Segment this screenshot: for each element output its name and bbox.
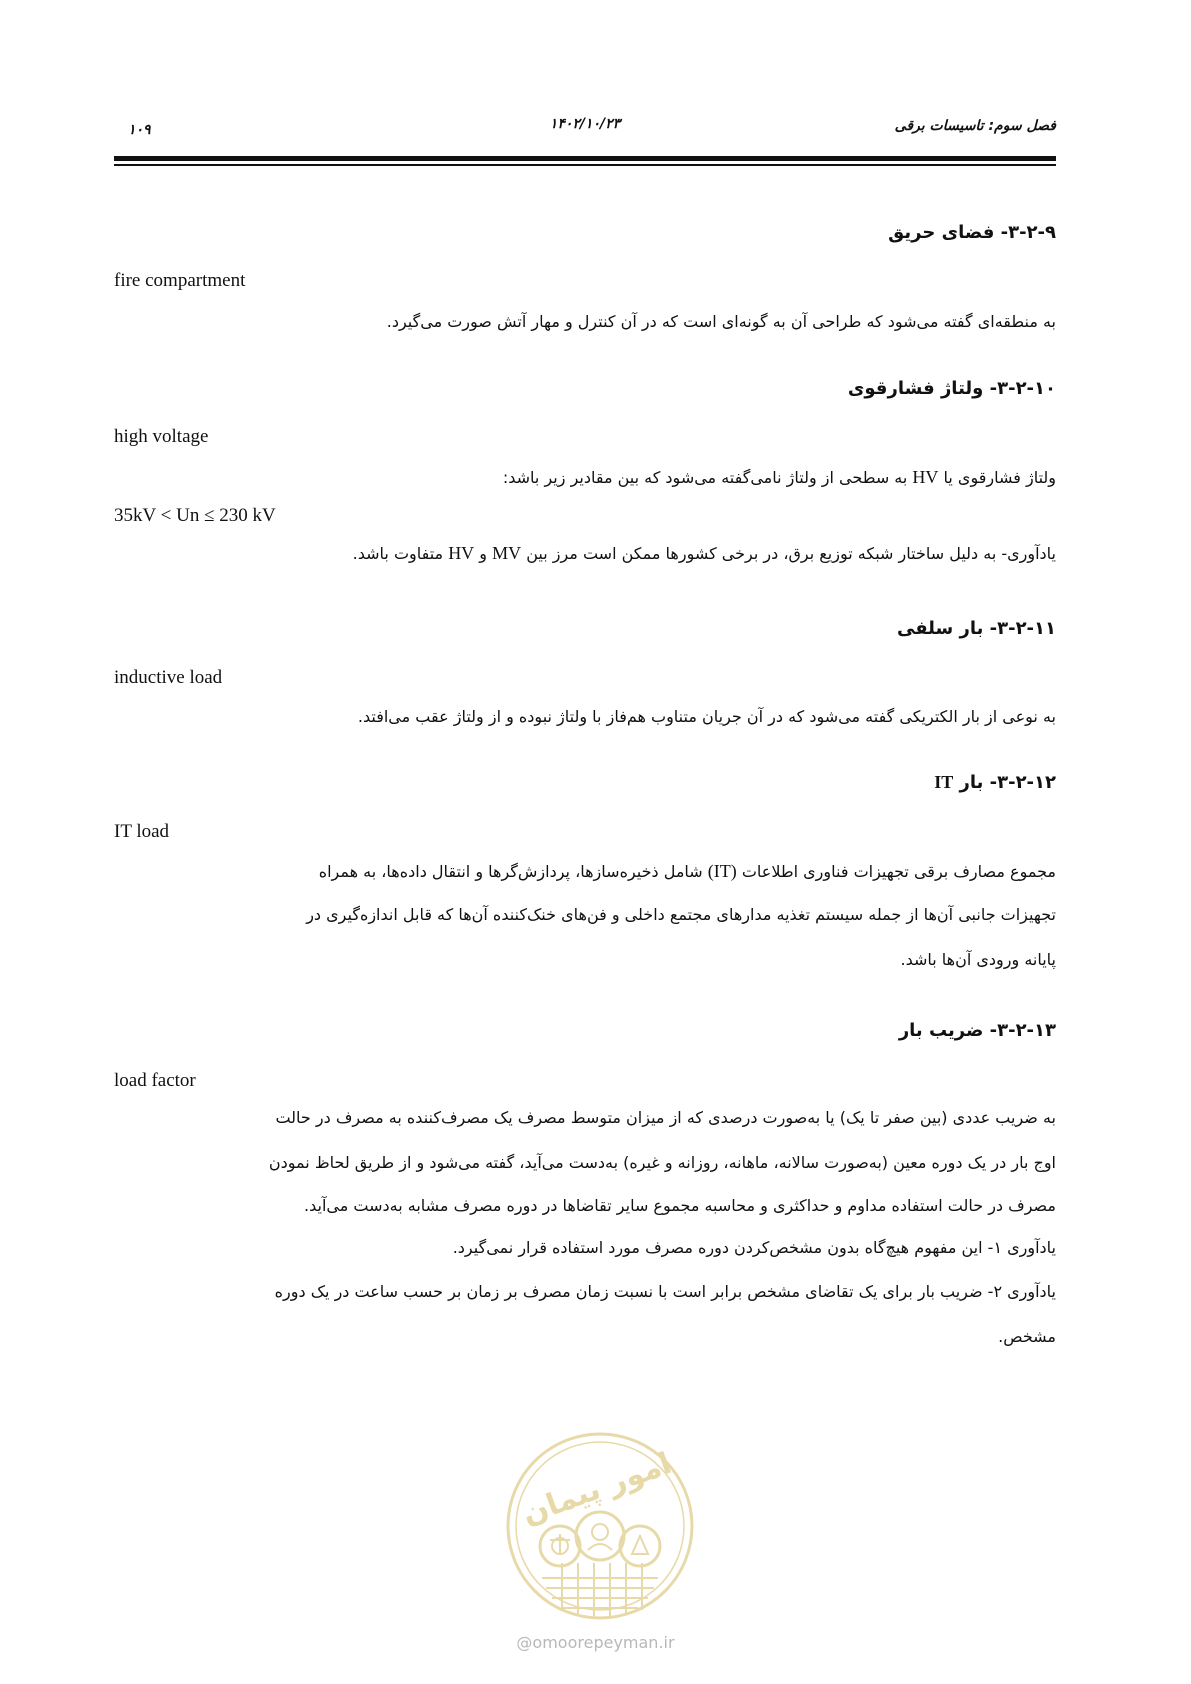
note-text: یادآوری- به دلیل ساختار شبکه توزیع برق، در برخی کشورها ممکن است مرز بین MV و HV متفاوت باشد. xyxy=(352,543,1056,563)
definition-text: تجهیزات جانبی آن‌ها از جمله سیستم تغذیه مدارهای مجتمع داخلی و فن‌های خنک‌کننده آن‌ها که قابل اندازه‌گیری در xyxy=(306,905,1056,924)
page-number: ۱۰۹ xyxy=(128,122,151,138)
section-heading: ۳-۲-۹- فضای حریق xyxy=(888,222,1056,243)
definition-text: مصرف در حالت استفاده مداوم و حداکثری و محاسبه مجموع سایر تقاضاها در دوره مصرف مشابه به‌دست می‌آید. xyxy=(304,1196,1056,1215)
watermark-url: @omoorepeyman.ir xyxy=(516,1633,675,1652)
english-term: IT load xyxy=(114,821,170,842)
definition-text: به نوعی از بار الکتریکی گفته می‌شود که در آن جریان متناوب هم‌فاز با ولتاژ نبوده و از ولتاژ عقب می‌افتد. xyxy=(357,707,1056,726)
chapter-title: فصل سوم: تاسیسات برقی xyxy=(894,118,1056,134)
header-rule-thick xyxy=(114,156,1056,161)
section-heading: ۳-۲-۱۳- ضریب بار xyxy=(898,1020,1056,1041)
note-text: یادآوری ۲- ضریب بار برای یک تقاضای مشخص برابر است با نسبت زمان مصرف بر زمان بر حسب ساعت در یک دوره xyxy=(274,1282,1056,1301)
english-term: fire compartment xyxy=(114,270,246,291)
page-header xyxy=(114,116,1056,146)
section-heading: ۳-۲-۱۲- بار IT xyxy=(934,772,1056,793)
note-text: یادآوری ۱- این مفهوم هیچ‌گاه بدون مشخص‌کردن دوره مصرف مورد استفاده قرار نمی‌گیرد. xyxy=(452,1238,1056,1257)
section-heading: ۳-۲-۱۱- بار سلفی xyxy=(897,618,1056,639)
definition-text: ولتاژ فشارقوی یا HV به سطحی از ولتاژ نامی‌گفته می‌شود که بین مقادیر زیر باشد: xyxy=(502,467,1056,487)
english-term: load factor xyxy=(114,1070,196,1091)
voltage-formula: 35kV < Un ≤ 230 kV xyxy=(114,505,276,526)
watermark-logo xyxy=(502,1428,698,1624)
note-text: مشخص. xyxy=(998,1327,1056,1346)
section-heading: ۳-۲-۱۰- ولتاژ فشارقوی xyxy=(847,378,1056,399)
english-term: high voltage xyxy=(114,426,209,447)
svg-text:امور پیمان: امور پیمان xyxy=(517,1445,676,1533)
definition-text: مجموع مصارف برقی تجهیزات فناوری اطلاعات (IT) شامل ذخیره‌سازها، پردازش‌گرها و انتقال داده‌ها، به همراه xyxy=(318,861,1056,881)
english-term: inductive load xyxy=(114,667,223,688)
header-date: ۱۴۰۲/۱۰/۲۳ xyxy=(549,116,621,132)
definition-text: اوج بار در یک دوره معین (به‌صورت سالانه، ماهانه، روزانه و غیره) به‌دست می‌آید، گفته می‌شود و از طریق لحاظ نمودن xyxy=(268,1153,1056,1172)
definition-text: پایانه ورودی آن‌ها باشد. xyxy=(900,950,1056,969)
header-rule-thin xyxy=(114,164,1056,166)
definition-text: به ضریب عددی (بین صفر تا یک) یا به‌صورت درصدی که از میزان متوسط مصرف یک مصرف‌کننده به مصرف در حالت xyxy=(275,1108,1056,1127)
definition-text: به منطقه‌ای گفته می‌شود که طراحی آن به گونه‌ای است که در آن کنترل و مهار آتش صورت می‌گیرد. xyxy=(386,312,1056,331)
